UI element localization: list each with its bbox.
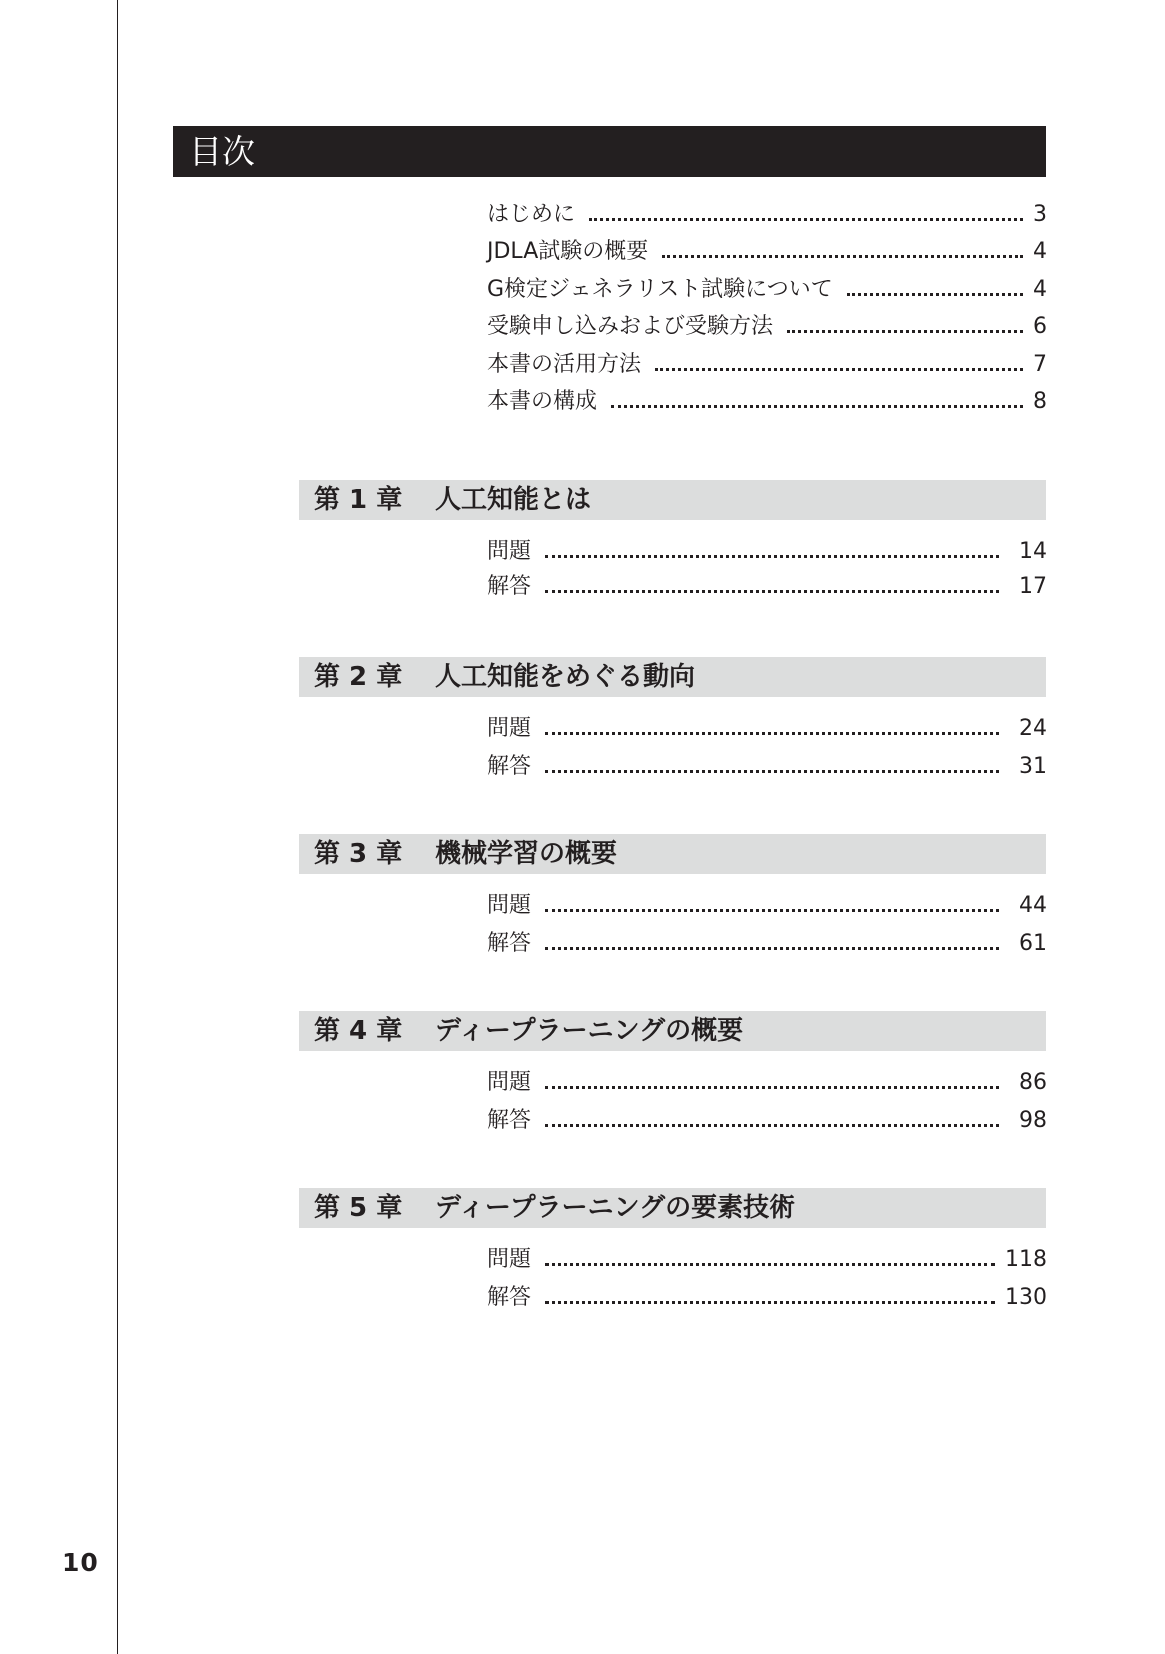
toc-entry-label: 本書の構成 bbox=[487, 389, 598, 414]
chapter-number: 第 4 章 bbox=[314, 1016, 403, 1046]
chapter-heading[interactable] bbox=[299, 1011, 1046, 1051]
toc-entry-page: 17 bbox=[1019, 574, 1047, 599]
toc-entry-label: 解答 bbox=[487, 1285, 532, 1310]
toc-entry-questions[interactable] bbox=[487, 1241, 1047, 1275]
dot-leader bbox=[589, 218, 1023, 221]
toc-entry-answers[interactable] bbox=[487, 748, 1047, 782]
chapter-heading[interactable] bbox=[299, 1188, 1046, 1228]
toc-entry-structure[interactable] bbox=[487, 383, 1047, 417]
toc-entry-page: 14 bbox=[1019, 539, 1047, 564]
toc-entry-application[interactable] bbox=[487, 308, 1047, 342]
chapter-heading[interactable] bbox=[299, 657, 1046, 697]
dot-leader bbox=[545, 1263, 995, 1266]
toc-entry-page: 44 bbox=[1019, 893, 1047, 918]
toc-entry-label: G検定ジェネラリスト試験について bbox=[487, 277, 833, 302]
toc-entry-page: 6 bbox=[1033, 314, 1047, 339]
chapter-number: 第 1 章 bbox=[314, 485, 403, 515]
toc-entry-label: はじめに bbox=[487, 202, 576, 227]
dot-leader bbox=[545, 590, 999, 593]
toc-entry-page: 4 bbox=[1033, 277, 1047, 302]
chapter-number: 第 3 章 bbox=[314, 839, 403, 869]
toc-entry-page: 86 bbox=[1019, 1070, 1047, 1095]
chapter-heading[interactable] bbox=[299, 834, 1046, 874]
toc-entry-page: 3 bbox=[1033, 202, 1047, 227]
toc-entry-answers[interactable] bbox=[487, 925, 1047, 959]
chapter-title: ディープラーニングの要素技術 bbox=[435, 1193, 796, 1223]
toc-entry-page: 31 bbox=[1019, 754, 1047, 779]
toc-entry-page: 4 bbox=[1033, 239, 1047, 264]
dot-leader bbox=[655, 368, 1023, 371]
toc-heading: 目次 bbox=[189, 132, 255, 171]
toc-entry-g-exam[interactable] bbox=[487, 271, 1047, 305]
toc-entry-jdla[interactable] bbox=[487, 233, 1047, 267]
chapter-title: 人工知能をめぐる動向 bbox=[435, 662, 696, 692]
toc-entry-usage[interactable] bbox=[487, 346, 1047, 380]
toc-entry-questions[interactable] bbox=[487, 533, 1047, 567]
toc-entry-page: 130 bbox=[1005, 1285, 1047, 1310]
dot-leader bbox=[545, 1124, 999, 1127]
toc-entry-label: 問題 bbox=[487, 893, 532, 918]
toc-entry-page: 61 bbox=[1019, 931, 1047, 956]
toc-entry-label: 解答 bbox=[487, 1108, 532, 1133]
toc-entry-questions[interactable] bbox=[487, 1064, 1047, 1098]
toc-entry-questions[interactable] bbox=[487, 710, 1047, 744]
dot-leader bbox=[545, 555, 999, 558]
toc-entry-label: 問題 bbox=[487, 1070, 532, 1095]
chapter-heading[interactable] bbox=[299, 480, 1046, 520]
toc-entry-answers[interactable] bbox=[487, 1279, 1047, 1313]
dot-leader bbox=[787, 330, 1023, 333]
dot-leader bbox=[545, 1086, 999, 1089]
toc-entry-label: 問題 bbox=[487, 1247, 532, 1272]
page-number: 10 bbox=[62, 1548, 99, 1577]
dot-leader bbox=[847, 293, 1023, 296]
chapter-number: 第 5 章 bbox=[314, 1193, 403, 1223]
toc-entry-label: 問題 bbox=[487, 539, 532, 564]
toc-entry-answers[interactable] bbox=[487, 1102, 1047, 1136]
dot-leader bbox=[545, 732, 999, 735]
toc-entry-page: 118 bbox=[1005, 1247, 1047, 1272]
toc-entry-page: 7 bbox=[1033, 352, 1047, 377]
toc-entry-page: 24 bbox=[1019, 716, 1047, 741]
dot-leader bbox=[545, 947, 999, 950]
toc-entry-label: 本書の活用方法 bbox=[487, 352, 642, 377]
toc-entry-label: JDLA試験の概要 bbox=[487, 239, 649, 264]
dot-leader bbox=[662, 255, 1023, 258]
toc-entry-label: 解答 bbox=[487, 574, 532, 599]
toc-entry-label: 解答 bbox=[487, 754, 532, 779]
toc-entry-intro[interactable] bbox=[487, 196, 1047, 230]
chapter-title: 機械学習の概要 bbox=[435, 839, 618, 869]
dot-leader bbox=[545, 770, 999, 773]
toc-entry-questions[interactable] bbox=[487, 887, 1047, 921]
dot-leader bbox=[545, 909, 999, 912]
toc-entry-label: 解答 bbox=[487, 931, 532, 956]
dot-leader bbox=[545, 1301, 995, 1304]
chapter-number: 第 2 章 bbox=[314, 662, 403, 692]
chapter-title: 人工知能とは bbox=[435, 485, 592, 515]
toc-entry-label: 問題 bbox=[487, 716, 532, 741]
toc-entry-answers[interactable] bbox=[487, 568, 1047, 602]
toc-entry-page: 8 bbox=[1033, 389, 1047, 414]
toc-entry-label: 受験申し込みおよび受験方法 bbox=[487, 314, 774, 339]
chapter-title: ディープラーニングの概要 bbox=[435, 1016, 744, 1046]
dot-leader bbox=[611, 405, 1023, 408]
toc-entry-page: 98 bbox=[1019, 1108, 1047, 1133]
